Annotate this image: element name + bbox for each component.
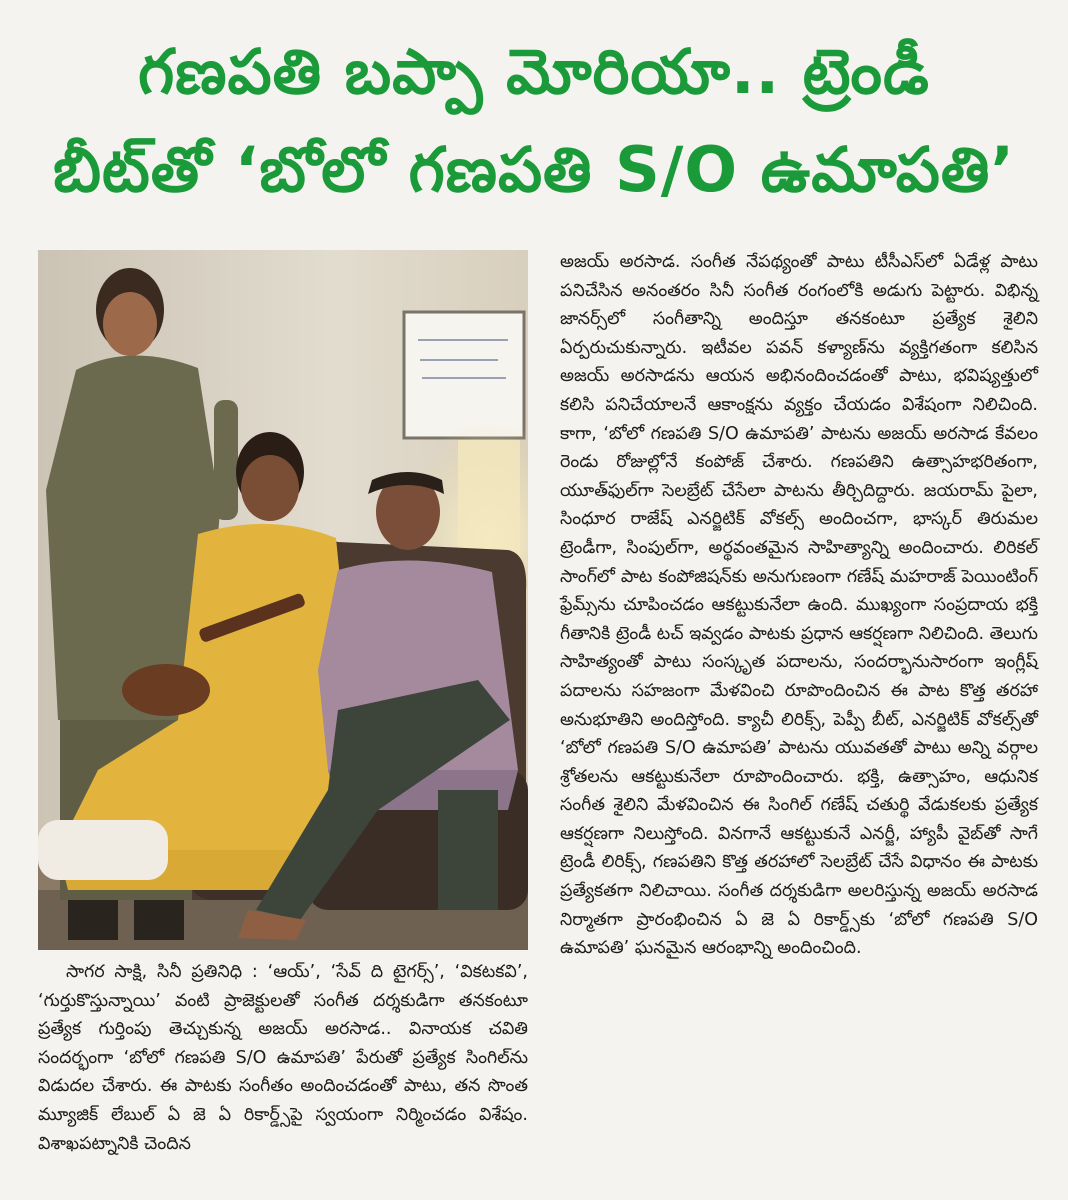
article-paragraph-body: అజయ్ అరసాడ. సంగీత నేపథ్యంతో పాటు టీసీఎస్‌లో ఏడేళ్ల పాటు పనిచేసిన అనంతరం సినీ సంగీత రంగంలోకి అడుగు పెట్టారు. విభిన్న జానర్స్‌లో సంగీతాన్ని అందిస్తూ తనకంటూ ప్రత్యేక శైలిని ఏర్పరుచుకున్నారు. ఇటీవల పవన్ కళ్యాణ్‌ను వ్యక్తిగతంగా కలిసిన అజయ్ అరసాడను ఆయన అభినందించడంతో పాటు, భవిష్యత్తులో కలిసి పనిచేయాలనే ఆకాంక్షను వ్యక్తం చేయడం విశేషంగా నిలిచింది. కాగా, ‘బోలో గణపతి S/O ఉమాపతి’ పాటను అజయ్ అరసాడ కేవలం రెండు రోజుల్లోనే కంపోజ్ చేశారు. గణపతిని ఉత్సాహభరితంగా, యూత్‌ఫుల్‌గా సెలబ్రేట్ చేసేలా పాటను తీర్చిదిద్దారు. జయరామ్ పైలా, సింధూర రాజేష్ ఎనర్జిటిక్ వోకల్స్ అందించగా, భాస్కర్ తిరుమల ట్రెండీగా, సింపుల్‌గా, అర్థవంతమైన సాహిత్యాన్ని అందించారు. లిరికల్ సాంగ్‌లో పాట కంపోజిషన్‌కు అనుగుణంగా గణేష్ మహరాజ్ పెయింటింగ్ ఫ్రేమ్స్‌ను చూపించడం ఆకట్టుకునేలా ఉంది. ముఖ్యంగా సంప్రదాయ భక్తి గీతానికి ట్రెండీ టచ్ ఇవ్వడం పాటకు ప్రధాన ఆకర్షణగా నిలిచింది. తెలుగు సాహిత్యంతో పాటు సంస్కృత పదాలను, సందర్భానుసారంగా ఇంగ్లీష్ పదాలను సహజంగా మేళవించి రూపొందించిన ఈ పాట కొత్త తరహా అనుభూతిని అందిస్తోంది. క్యాచీ లిరిక్స్, పెప్పీ బీట్, ఎనర్జిటిక్ వోకల్స్‌తో ‘బోలో గణపతి S/O ఉమాపతి’ పాటను యువతతో పాటు అన్ని వర్గాల శ్రోతలను ఆకట్టుకునేలా రూపొందించారు. భక్తి, ఉత్సాహం, ఆధునిక సంగీత శైలిని మేళవించిన ఈ సింగిల్ గణేష్ చతుర్థి వేడుకలకు ప్రత్యేక ఆకర్షణగా నిలుస్తోంది. వినగానే ఆకట్టుకునే ఎనర్జీ, హ్యాపీ వైబ్‌తో సాగే ట్రెండీ లిరిక్స్, గణపతిని కొత్త తరహాలో సెలబ్రేట్ చేసే విధానం ఈ పాటకు ప్రత్యేకతగా నిలిచాయి. సంగీత దర్శకుడిగా అలరిస్తున్న అజయ్ అరసాడ నిర్మాతగా ప్రారంభించిన ఏ జె ఏ రికార్డ్స్‌కు ‘బోలో గణపతి S/O ఉమాపతి’ ఘనమైన ఆరంభాన్ని అందించింది.	[560, 252, 1038, 959]
article-paragraph-intro: సాగర సాక్షి, సినీ ప్రతినిధి : ‘ఆయ్’, ‘సేవ్ ది టైగర్స్’, ‘వికటకవి’, ‘గుర్తుకొస్తున్నాయి’ వంటి ప్రాజెక్టులతో సంగీత దర్శకుడిగా తనకంటూ ప్రత్యేక గుర్తింపు తెచ్చుకున్న అజయ్ అరసాడ.. వినాయక చవితి సందర్భంగా ‘బోలో గణపతి S/O ఉమాపతి’ పేరుతో ప్రత్యేక సింగిల్‌ను విడుదల చేశారు. ఈ పాటకు సంగీతం అందించడంతో పాటు, తన సొంత మ్యూజిక్ లేబుల్ ఏ జె ఏ రికార్డ్స్‌పై స్వయంగా నిర్మించడం విశేషం. విశాఖపట్నానికి చెందిన	[38, 962, 528, 1154]
article-column-left	[38, 958, 528, 1158]
headline-line-1: గణపతి బప్పా మోరియా.. ట్రెండీ	[138, 35, 930, 108]
headline	[0, 0, 1068, 232]
headline-line-2: బీట్‌తో ‘బోలో గణపతి S/O ఉమాపతి’	[53, 133, 1015, 206]
article-column-right	[560, 248, 1038, 963]
article-photo	[38, 250, 528, 950]
